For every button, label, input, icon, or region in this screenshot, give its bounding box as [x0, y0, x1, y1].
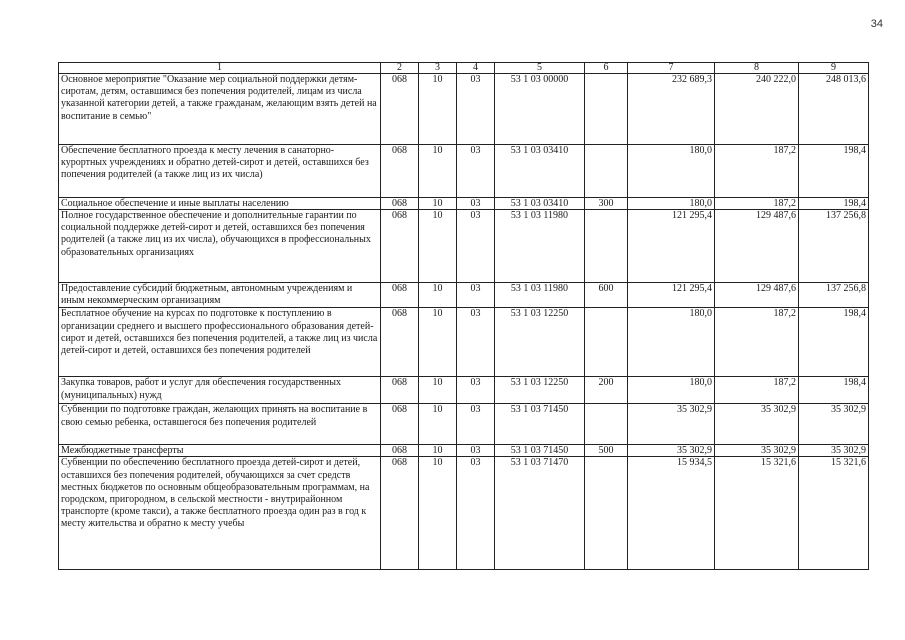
cell-amount-2: 187,2: [715, 198, 799, 210]
cell-amount-1: 180,0: [628, 198, 715, 210]
cell-ministry: 068: [381, 74, 419, 145]
cell-target-article: 53 1 03 71470: [495, 457, 585, 570]
table-row: [59, 404, 869, 445]
cell-subsection: 03: [457, 308, 495, 377]
table-row: [59, 283, 869, 308]
cell-amount-3: 35 302,9: [799, 404, 869, 445]
cell-amount-3: 137 256,8: [799, 210, 869, 283]
cell-amount-3: 248 013,6: [799, 74, 869, 145]
cell-subsection: 03: [457, 377, 495, 404]
cell-subsection: 03: [457, 198, 495, 210]
cell-expense-type: [585, 210, 628, 283]
column-header: 1: [59, 63, 381, 74]
cell-target-article: 53 1 03 03410: [495, 198, 585, 210]
cell-amount-1: 35 302,9: [628, 445, 715, 457]
column-header: 3: [419, 63, 457, 74]
cell-amount-3: 198,4: [799, 145, 869, 198]
cell-ministry: 068: [381, 457, 419, 570]
cell-expense-type: 500: [585, 445, 628, 457]
cell-amount-2: 187,2: [715, 377, 799, 404]
cell-target-article: 53 1 03 71450: [495, 404, 585, 445]
cell-subsection: 03: [457, 210, 495, 283]
cell-amount-3: 137 256,8: [799, 283, 869, 308]
table-row: [59, 210, 869, 283]
column-header: 7: [628, 63, 715, 74]
cell-amount-2: 240 222,0: [715, 74, 799, 145]
cell-amount-2: 35 302,9: [715, 404, 799, 445]
table-header-row: [59, 63, 869, 74]
cell-amount-3: 15 321,6: [799, 457, 869, 570]
cell-subsection: 03: [457, 404, 495, 445]
row-name: Межбюджетные трансферты: [59, 445, 381, 457]
cell-amount-2: 129 487,6: [715, 283, 799, 308]
table-row: [59, 445, 869, 457]
page-number: 34: [870, 18, 883, 30]
cell-amount-1: 15 934,5: [628, 457, 715, 570]
row-name: Бесплатное обучение на курсах по подготовке к поступлению в организации среднего и высшего профессионального образования детей-сирот и детей, оставшихся без попечения родителей, а также лиц из числа детей-сирот и детей, оставшихся без попечения родителей: [59, 308, 381, 377]
cell-ministry: 068: [381, 145, 419, 198]
cell-amount-2: 187,2: [715, 145, 799, 198]
column-header: 8: [715, 63, 799, 74]
cell-section: 10: [419, 74, 457, 145]
cell-expense-type: [585, 457, 628, 570]
cell-amount-2: 15 321,6: [715, 457, 799, 570]
cell-amount-3: 198,4: [799, 308, 869, 377]
cell-amount-2: 129 487,6: [715, 210, 799, 283]
cell-amount-3: 35 302,9: [799, 445, 869, 457]
cell-target-article: 53 1 03 03410: [495, 145, 585, 198]
column-header: 4: [457, 63, 495, 74]
cell-ministry: 068: [381, 308, 419, 377]
column-header: 5: [495, 63, 585, 74]
cell-expense-type: 300: [585, 198, 628, 210]
cell-amount-2: 35 302,9: [715, 445, 799, 457]
cell-subsection: 03: [457, 445, 495, 457]
cell-section: 10: [419, 445, 457, 457]
table-row: [59, 457, 869, 570]
table-row: [59, 198, 869, 210]
cell-expense-type: [585, 404, 628, 445]
row-name: Социальное обеспечение и иные выплаты населению: [59, 198, 381, 210]
cell-amount-1: 121 295,4: [628, 283, 715, 308]
cell-ministry: 068: [381, 445, 419, 457]
cell-ministry: 068: [381, 198, 419, 210]
row-name: Предоставление субсидий бюджетным, автономным учреждениям и иным некоммерческим организациям: [59, 283, 381, 308]
cell-amount-1: 180,0: [628, 377, 715, 404]
cell-ministry: 068: [381, 404, 419, 445]
cell-target-article: 53 1 03 12250: [495, 377, 585, 404]
cell-expense-type: [585, 74, 628, 145]
cell-section: 10: [419, 377, 457, 404]
cell-section: 10: [419, 457, 457, 570]
cell-amount-1: 180,0: [628, 308, 715, 377]
cell-amount-1: 232 689,3: [628, 74, 715, 145]
column-header: 2: [381, 63, 419, 74]
cell-expense-type: [585, 308, 628, 377]
row-name: Субвенции по подготовке граждан, желающих принять на воспитание в свою семью ребенка, оставшегося без попечения родителей: [59, 404, 381, 445]
column-header: 9: [799, 63, 869, 74]
cell-section: 10: [419, 145, 457, 198]
cell-section: 10: [419, 308, 457, 377]
cell-target-article: 53 1 03 11980: [495, 210, 585, 283]
cell-expense-type: 200: [585, 377, 628, 404]
cell-subsection: 03: [457, 283, 495, 308]
cell-amount-1: 180,0: [628, 145, 715, 198]
cell-target-article: 53 1 03 12250: [495, 308, 585, 377]
cell-target-article: 53 1 03 71450: [495, 445, 585, 457]
cell-ministry: 068: [381, 210, 419, 283]
cell-ministry: 068: [381, 377, 419, 404]
table-row: [59, 377, 869, 404]
cell-amount-3: 198,4: [799, 377, 869, 404]
table-row: [59, 308, 869, 377]
cell-expense-type: [585, 145, 628, 198]
cell-subsection: 03: [457, 145, 495, 198]
row-name: Полное государственное обеспечение и дополнительные гарантии по социальной поддержке детей-сирот и детей, оставшихся без попечения родителей (а также лиц из их числа), обучающихся в профессиональных образовательных организациях: [59, 210, 381, 283]
cell-amount-1: 121 295,4: [628, 210, 715, 283]
cell-amount-2: 187,2: [715, 308, 799, 377]
cell-amount-3: 198,4: [799, 198, 869, 210]
cell-subsection: 03: [457, 74, 495, 145]
cell-expense-type: 600: [585, 283, 628, 308]
cell-section: 10: [419, 198, 457, 210]
row-name: Закупка товаров, работ и услуг для обеспечения государственных (муниципальных) нужд: [59, 377, 381, 404]
budget-table: [58, 62, 869, 570]
cell-subsection: 03: [457, 457, 495, 570]
row-name: Основное мероприятие "Оказание мер социальной поддержки детям-сиротам, детям, оставшимся без попечения родителей, лицам из числа указанной категории детей, а также гражданам, желающим взять детей на воспитание в семью": [59, 74, 381, 145]
table-row: [59, 145, 869, 198]
column-header: 6: [585, 63, 628, 74]
cell-target-article: 53 1 03 00000: [495, 74, 585, 145]
cell-section: 10: [419, 283, 457, 308]
cell-ministry: 068: [381, 283, 419, 308]
row-name: Обеспечение бесплатного проезда к месту лечения в санаторно-курортных учреждениях и обратно детей-сирот и детей, оставшихся без попечения родителей (а также лиц из их числа): [59, 145, 381, 198]
cell-section: 10: [419, 210, 457, 283]
row-name: Субвенции по обеспечению бесплатного проезда детей-сирот и детей, оставшихся без попечения родителей, обучающихся за счет средств местных бюджетов по основным общеобразовательным программам, на городском, пригородном, в сельской местности - внутрирайонном транспорте (кроме такси), а также бесплатного проезда один раз в год к месту жительства и обратно к месту учебы: [59, 457, 381, 570]
cell-section: 10: [419, 404, 457, 445]
cell-target-article: 53 1 03 11980: [495, 283, 585, 308]
cell-amount-1: 35 302,9: [628, 404, 715, 445]
table-row: [59, 74, 869, 145]
